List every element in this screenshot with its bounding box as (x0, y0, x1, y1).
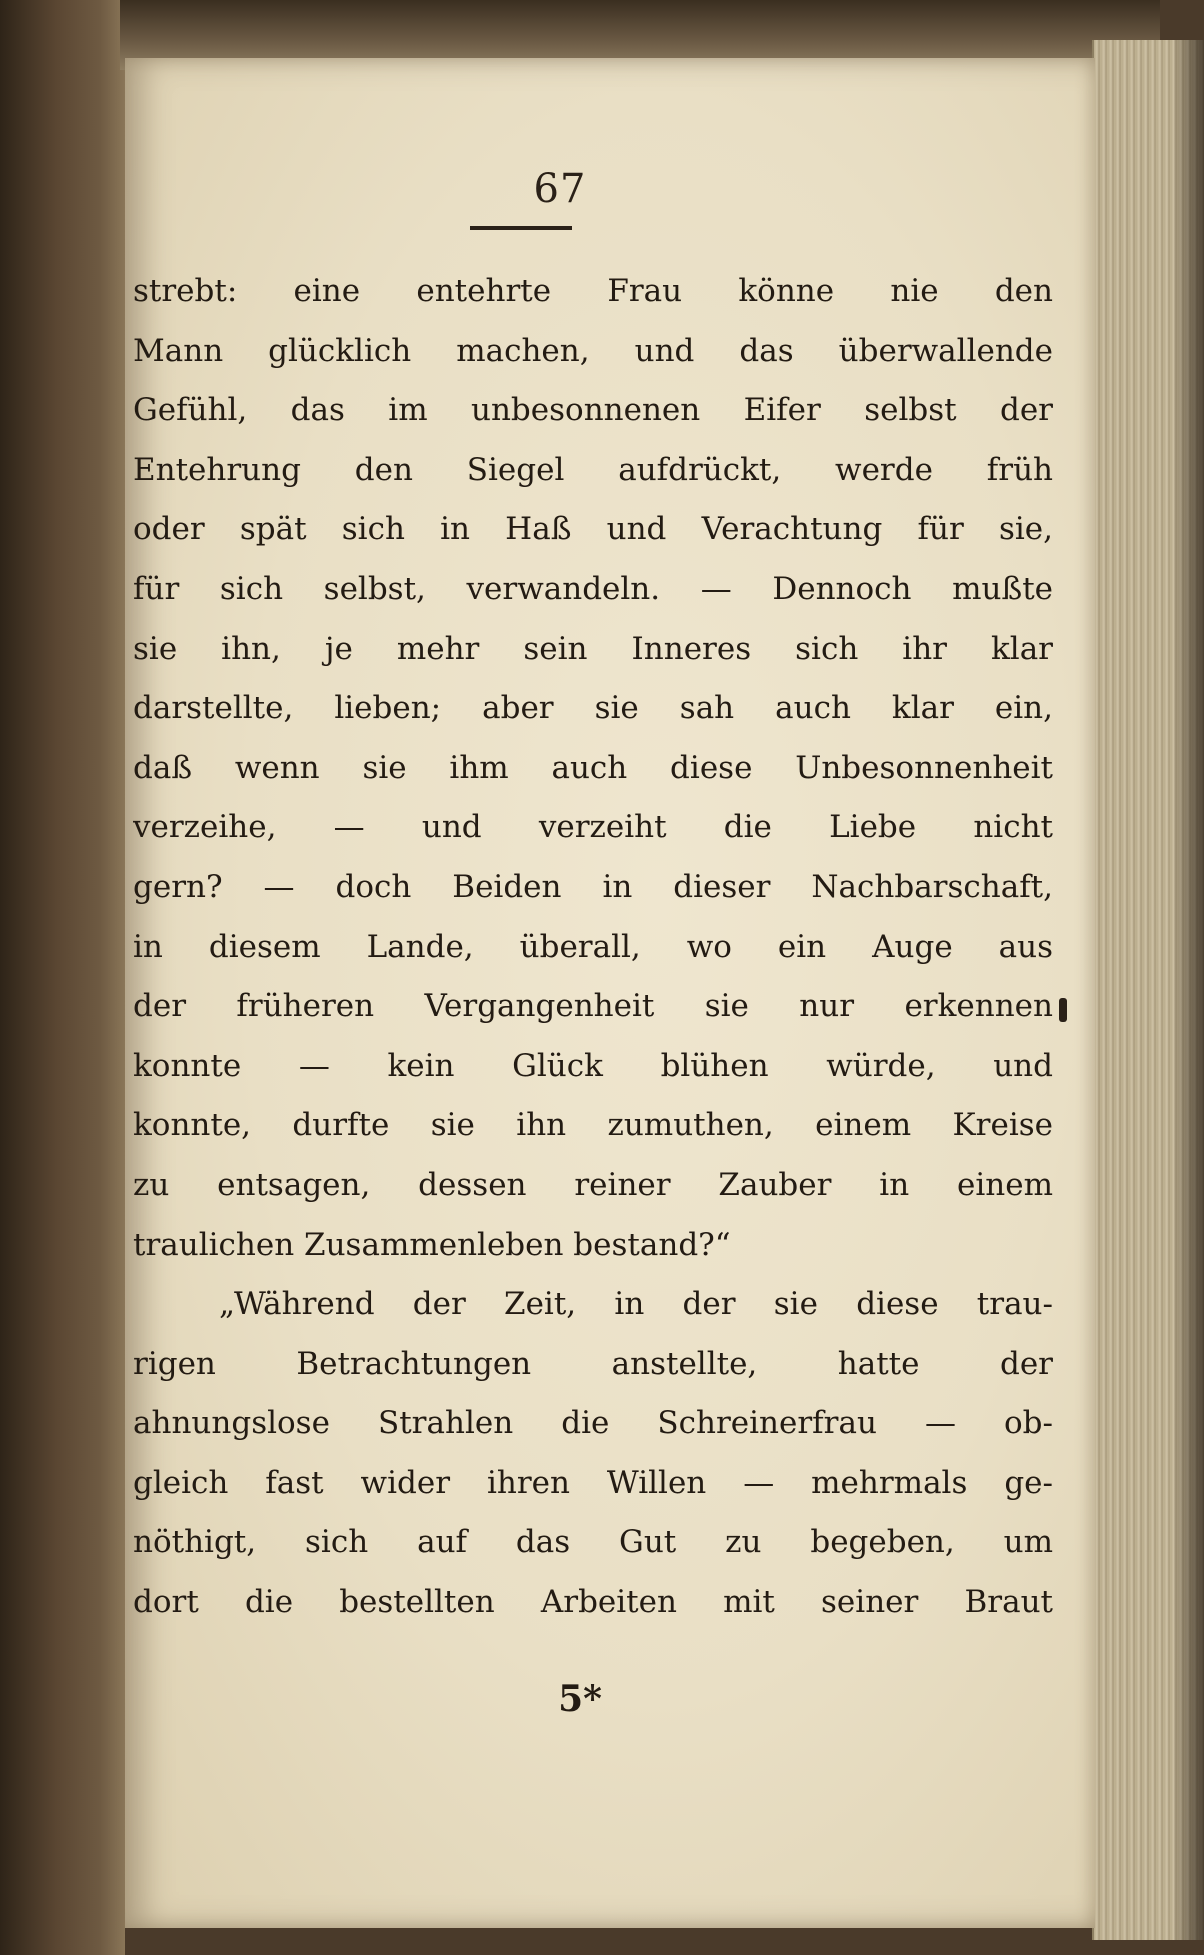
text-line: darstellte, lieben; aber sie sah auch klar ein, (133, 690, 1053, 727)
text-line: Mann glücklich machen, und das überwallende (133, 332, 1053, 369)
text-line: gern? — doch Beiden in dieser Nachbarschaft, (133, 868, 1053, 905)
text-line: Gefühl, das im unbesonnenen Eifer selbst der (133, 392, 1053, 429)
text-line: oder spät sich in Haß und Verachtung für sie, (133, 511, 1053, 548)
text-line: verzeihe, — und verzeiht die Liebe nicht (133, 809, 1053, 846)
text-line: Entehrung den Siegel aufdrückt, werde früh (133, 451, 1053, 488)
text-line: nöthigt, sich auf das Gut zu begeben, um (133, 1524, 1053, 1561)
text-line: strebt: eine entehrte Frau könne nie den (133, 273, 1053, 309)
page-stack-shadow (1174, 40, 1204, 1940)
text-line: der früheren Vergangenheit sie nur erkennen (133, 988, 1053, 1025)
header-rule (470, 226, 572, 230)
text-line: für sich selbst, verwandeln. — Dennoch mußte (133, 570, 1053, 607)
text-line: daß wenn sie ihm auch diese Unbesonnenheit (133, 749, 1053, 786)
book-binding (0, 0, 125, 1955)
text-line: ahnungslose Strahlen die Schreinerfrau — ob- (133, 1405, 1053, 1442)
text-line: rigen Betrachtungen anstellte, hatte der (133, 1345, 1053, 1382)
text-line: sie ihn, je mehr sein Inneres sich ihr klar (133, 630, 1053, 667)
page-text (133, 262, 1053, 1633)
ink-spot (1059, 998, 1067, 1022)
page-number: 67 (533, 166, 587, 212)
text-line: dort die bestellten Arbeiten mit seiner Braut (133, 1584, 1053, 1621)
text-line: „Während der Zeit, in der sie diese trau- (219, 1286, 1053, 1323)
book-page (125, 58, 1095, 1928)
signature-mark: 5* (558, 1678, 602, 1720)
text-line: in diesem Lande, überall, wo ein Auge aus (133, 928, 1053, 965)
text-line: gleich fast wider ihren Willen — mehrmals ge- (133, 1464, 1053, 1501)
text-line: konnte — kein Glück blühen würde, und (133, 1047, 1053, 1084)
text-line: zu entsagen, dessen reiner Zauber in einem (133, 1166, 1053, 1203)
text-line: konnte, durfte sie ihn zumuthen, einem Kreise (133, 1107, 1053, 1144)
text-line: traulichen Zusammenleben bestand?“ (133, 1226, 731, 1263)
